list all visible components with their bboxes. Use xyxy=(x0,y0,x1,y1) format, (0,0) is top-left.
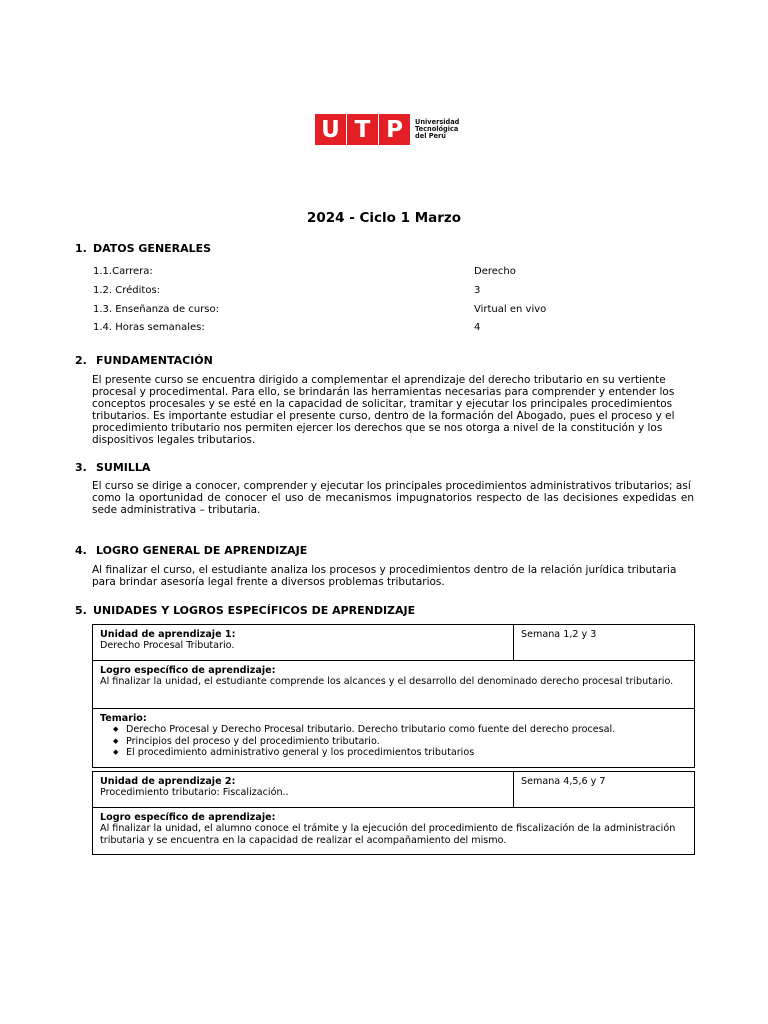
unit-1-temario-list xyxy=(100,724,687,758)
unit-2-label: Unidad de aprendizaje 2: xyxy=(100,776,236,787)
section-heading-fundamentacion: 2. FUNDAMENTACIÓN xyxy=(75,354,213,367)
unit-1-label: Unidad de aprendizaje 1: xyxy=(100,629,236,640)
bullet-icon: ◆ xyxy=(113,725,119,734)
unit-2-logro-row xyxy=(93,808,694,854)
unit-2-name: Procedimiento tributario: Fiscalización.. xyxy=(100,787,289,799)
unit-2-logro-label: Logro específico de aprendizaje: xyxy=(100,812,276,823)
datos-label-carrera: 1.1.Carrera: xyxy=(93,266,153,277)
fundamentacion-text: El presente curso se encuentra dirigido a complementar el aprendizaje del derecho tributario en su vertiente procesal y procedimental. Para ello, se brindarán las herramientas necesarias para comprender y entender los conceptos procesales y se esté en la capacidad de solicitar, tramitar y ejecutar los principales procedimientos tributarios. Es importante estudiar el presente curso, dentro de la formación del Abogado, pues el proceso y el procedimiento tributario nos permiten ejercer los derechos que se nos otorga a nivel de la constitución y los dispositivos legales tributarios. xyxy=(92,374,675,446)
section-heading-unidades: 5. UNIDADES Y LOGROS ESPECÍFICOS DE APRENDIZAJE xyxy=(75,604,416,617)
unit-1-logro-text: Al finalizar la unidad, el estudiante comprende los alcances y el desarrollo del denominado derecho procesal tributario. xyxy=(100,676,674,688)
logro-general-text: Al finalizar el curso, el estudiante analiza los procesos y procedimientos dentro de la relación jurídica tributaria para brindar asesoría legal frente a diversos problemas tributarios. xyxy=(92,564,677,588)
section-heading-sumilla: 3. SUMILLA xyxy=(75,461,151,474)
unit-2-header-row xyxy=(93,772,694,808)
bullet-icon: ◆ xyxy=(113,736,119,745)
sumilla-text xyxy=(92,480,694,516)
logo-university-name: Universidad Tecnológica del Perú xyxy=(415,117,460,141)
unit-1-name: Derecho Procesal Tributario. xyxy=(100,640,235,652)
logo-letter-u: U xyxy=(315,114,346,145)
page-title: 2024 - Ciclo 1 Marzo xyxy=(306,210,462,226)
unit-2-weeks: Semana 4,5,6 y 7 xyxy=(521,776,606,787)
datos-label-horas: 1.4. Horas semanales: xyxy=(93,322,205,333)
unit-1-header-row xyxy=(93,625,694,661)
unit-table-2 xyxy=(92,771,695,855)
unit-1-logro-label: Logro específico de aprendizaje: xyxy=(100,665,276,676)
unit-table-1 xyxy=(92,624,695,768)
utp-logo xyxy=(315,114,459,145)
sumilla-line-2: como la oportunidad de conocer el uso de mecanismos impugnatorios respecto de las decisiones expedidas en sede administrativa – tributaria. xyxy=(92,492,694,516)
datos-label-ensenanza: 1.3. Enseñanza de curso: xyxy=(93,304,219,315)
datos-value-ensenanza: Virtual en vivo xyxy=(474,304,547,315)
section-heading-datos-generales: 1. DATOS GENERALES xyxy=(75,242,212,255)
list-item: ◆ Derecho Procesal y Derecho Procesal tributario. Derecho tributario como fuente del derecho procesal. xyxy=(113,724,616,736)
datos-label-creditos: 1.2. Créditos: xyxy=(93,285,161,296)
unit-1-temario-label: Temario: xyxy=(100,713,147,724)
unit-1-weeks: Semana 1,2 y 3 xyxy=(521,629,597,640)
unit-2-logro-text: Al finalizar la unidad, el alumno conoce el trámite y la ejecución del procedimiento de fiscalización de la administración tributaria y se encuentra en la capacidad de realizar el acompañamiento del mismo. xyxy=(100,823,676,846)
unit-1-logro-row xyxy=(93,661,694,709)
list-item: ◆ El procedimiento administrativo general y los procedimientos tributarios xyxy=(113,747,475,759)
datos-value-carrera: Derecho xyxy=(474,266,516,277)
bullet-icon: ◆ xyxy=(113,748,119,757)
sumilla-line-1: El curso se dirige a conocer, comprender y ejecutar los principales procedimientos administrativos tributarios; así xyxy=(92,480,691,492)
datos-value-creditos: 3 xyxy=(474,285,481,296)
section-heading-logro-general: 4. LOGRO GENERAL DE APRENDIZAJE xyxy=(75,544,308,557)
datos-value-horas: 4 xyxy=(474,322,481,333)
logo-letter-p: P xyxy=(379,114,410,145)
list-item: ◆ Principios del proceso y del procedimiento tributario. xyxy=(113,735,380,747)
logo-letter-t: T xyxy=(347,114,378,145)
unit-1-temario-row xyxy=(93,709,694,767)
